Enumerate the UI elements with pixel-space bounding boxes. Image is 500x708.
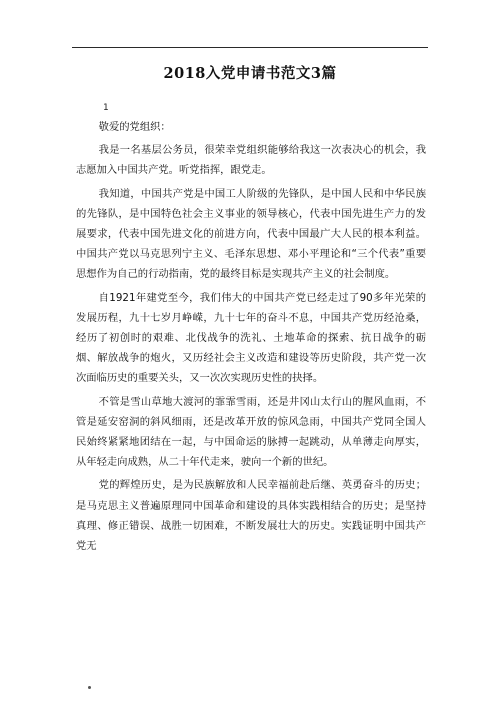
document-title: 2018入党申请书范文3篇 [163,65,337,82]
paragraph-3: 自1921年建党至今，我们伟大的中国共产党已经走过了90多年光荣的发展历程，九十七岁月峥嵘，九十七年的奋斗不息，中国共产党历经沧桑，经历了初创时的艰难、北伐战争的洗礼、土地革命的探索、抗日战争的砺烟、解放战争的炮火，又历经社会主义改造和建设等历史阶段，共产党一次次面临历史的重要关头，又一次次实现历史性的抉择。 [76,291,426,385]
paragraph-1: 我是一名基层公务员，很荣幸党组织能够给我这一次表决心的机会，我志愿加入中国共产党。听党指挥，跟党走。 [76,144,426,177]
paragraph-5: 党的辉煌历史，是为民族解放和人民幸福前赴后继、英勇奋斗的历史；是马克思主义普遍原理同中国革命和建设的具体实践相结合的历史；是坚持真理、修正错误、战胜一切困难，不断发展壮大的历史。实践证明中国共产党无 [76,479,426,553]
paragraph-2: 我知道，中国共产党是中国工人阶级的先锋队，是中国人民和中华民族的先锋队，是中国特色社会主义事业的领导核心，代表中国先进生产力的发展要求，代表中国先进文化的前进方向，代表中国最广大人民的根本利益。中国共产党以马克思列宁主义、毛泽东思想、邓小平理论和“三个代表”重要思想作为自己的行动指南，党的最终目标是实现共产主义的社会制度。 [76,187,426,281]
salutation: 敬爱的党组织： [98,121,171,133]
section-number: 1 [103,103,109,113]
header-rule [72,47,428,48]
footer-dot [88,686,91,689]
document-body [76,117,426,559]
paragraph-4: 不管是雪山草地大渡河的霏霏雪雨，还是井冈山太行山的腥风血雨，不管是延安窑洞的斜风细雨，还是改革开放的惊风急雨，中国共产党同全国人民始终紧紧地团结在一起，与中国命运的脉搏一起跳动，从单薄走向厚实，从年轻走向成熟，从二十年代走来，驶向一个新的世纪。 [76,395,426,469]
